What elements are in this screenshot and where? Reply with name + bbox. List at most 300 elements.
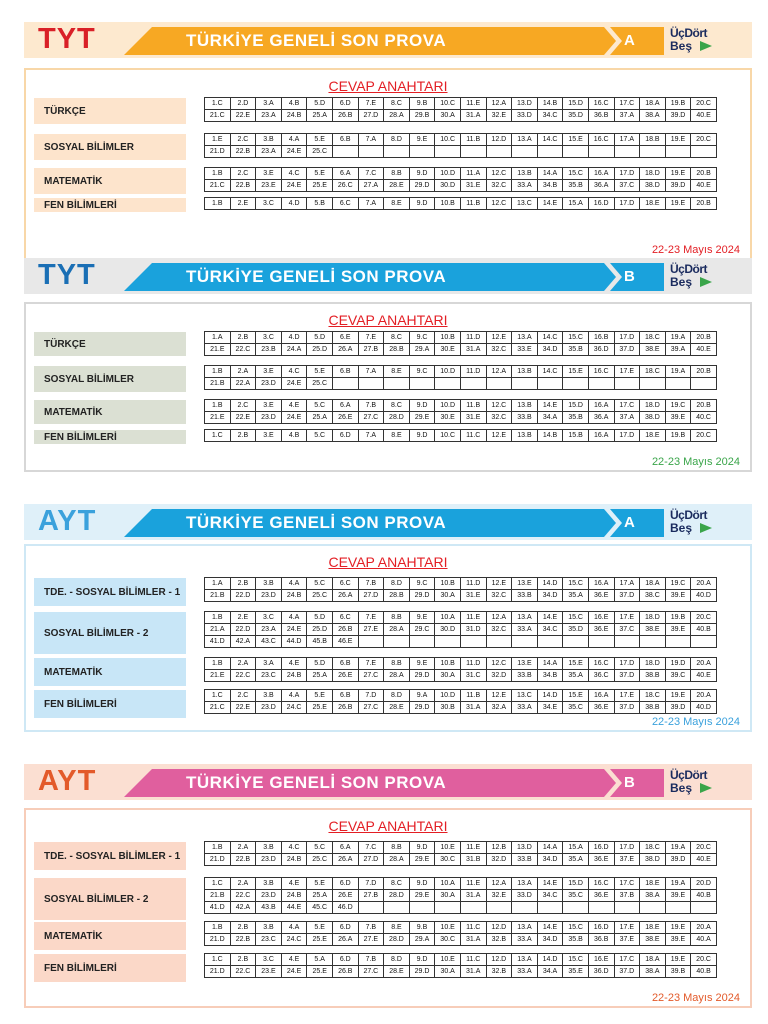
answer-cell: 2.C (230, 168, 256, 180)
answer-cell (435, 636, 461, 648)
answer-cell: 25.A (307, 670, 333, 682)
answer-cell: 35.C (563, 890, 589, 902)
answer-cell: 44.E (281, 902, 307, 914)
answer-cell: 31.C (460, 670, 486, 682)
answer-cell: 10.E (435, 954, 461, 966)
answer-cell: 32.C (486, 590, 512, 602)
answer-cell: 35.C (563, 702, 589, 714)
answer-cell: 10.C (435, 430, 461, 442)
answer-row (205, 624, 717, 636)
answer-cell: 29.E (409, 412, 435, 424)
answer-cell: 14.E (537, 878, 563, 890)
answer-cell: 30.E (435, 344, 461, 356)
answer-cell: 9.E (409, 612, 435, 624)
answer-cell: 11.C (460, 954, 486, 966)
answer-cell: 39.E (665, 412, 691, 424)
answer-cell: 23.E (256, 180, 282, 192)
answer-cell: 36.D (588, 344, 614, 356)
booklet-letter: B (624, 268, 635, 285)
answer-cell: 22.C (230, 966, 256, 978)
answer-grid (204, 429, 717, 442)
logo-triangle-icon (700, 523, 712, 533)
answer-cell: 40.B (691, 966, 717, 978)
answer-cell: 20.C (691, 430, 717, 442)
answer-cell: 24.B (281, 670, 307, 682)
answer-cell: 34.D (537, 854, 563, 866)
logo-line-1: ÜçDört (670, 26, 708, 40)
answer-cell: 45.B (307, 636, 333, 648)
answer-cell: 13.A (512, 134, 538, 146)
answer-cell: 12.C (486, 168, 512, 180)
answer-cell: 36.B (588, 934, 614, 946)
answer-cell: 27.C (358, 412, 384, 424)
answer-cell: 13.B (512, 400, 538, 412)
answer-grid (204, 657, 717, 682)
answer-cell: 18.E (640, 430, 666, 442)
booklet-tab-shape (610, 769, 664, 797)
answer-cell: 38.D (640, 180, 666, 192)
answer-cell: 6.E (332, 332, 358, 344)
answer-cell: 23.D (256, 702, 282, 714)
answer-cell: 27.C (358, 966, 384, 978)
answer-cell (358, 378, 384, 390)
answer-row (205, 934, 717, 946)
answer-cell: 18.D (640, 168, 666, 180)
answer-cell: 25.D (307, 624, 333, 636)
answer-cell: 23.A (256, 146, 282, 158)
answer-cell: 7.B (358, 400, 384, 412)
answer-cell: 8.C (384, 400, 410, 412)
answer-cell: 43.C (256, 636, 282, 648)
answer-cell: 17.A (614, 578, 640, 590)
answer-cell: 22.D (230, 624, 256, 636)
answer-cell: 27.D (358, 110, 384, 122)
answer-cell: 26.C (332, 180, 358, 192)
answer-cell: 18.C (640, 690, 666, 702)
answer-row (205, 890, 717, 902)
answer-cell: 31.A (460, 344, 486, 356)
answer-cell (460, 146, 486, 158)
answer-cell: 29.E (409, 854, 435, 866)
answer-cell: 34.B (537, 180, 563, 192)
ribbon-title: TÜRKİYE GENELİ SON PROVA (186, 267, 447, 286)
answer-cell: 5.B (307, 198, 333, 210)
answer-cell: 20.B (691, 168, 717, 180)
answer-cell: 30.C (435, 854, 461, 866)
answer-cell: 36.B (588, 110, 614, 122)
answer-cell: 26.E (332, 412, 358, 424)
answer-cell: 24.C (281, 934, 307, 946)
answer-cell: 18.E (640, 922, 666, 934)
answer-cell: 21.D (205, 854, 231, 866)
answer-cell: 1.C (205, 878, 231, 890)
answer-cell: 27.D (358, 854, 384, 866)
answer-cell: 22.D (230, 590, 256, 602)
answer-cell: 39.D (665, 180, 691, 192)
answer-cell: 23.C (256, 934, 282, 946)
answer-cell: 3.B (256, 922, 282, 934)
answer-cell: 11.E (460, 878, 486, 890)
answer-cell (409, 636, 435, 648)
answer-cell: 37.A (614, 412, 640, 424)
answer-cell: 18.A (640, 578, 666, 590)
answer-row (205, 400, 717, 412)
answer-cell: 32.C (486, 344, 512, 356)
answer-cell: 38.A (640, 110, 666, 122)
answer-cell: 9.D (409, 878, 435, 890)
answer-cell (512, 902, 538, 914)
answer-cell: 13.D (512, 842, 538, 854)
answer-cell: 19.E (665, 690, 691, 702)
answer-cell: 40.D (691, 702, 717, 714)
answer-cell: 5.D (307, 612, 333, 624)
answer-cell (614, 378, 640, 390)
answer-cell: 14.D (537, 690, 563, 702)
title-ribbon (124, 263, 664, 291)
answer-cell: 16.B (588, 332, 614, 344)
answer-cell: 5.D (307, 98, 333, 110)
answer-cell: 18.B (640, 134, 666, 146)
logo-triangle-icon (700, 277, 712, 287)
answer-cell: 23.D (256, 412, 282, 424)
answer-cell: 2.B (230, 922, 256, 934)
answer-cell: 19.B (665, 98, 691, 110)
answer-cell: 38.D (640, 412, 666, 424)
answer-cell: 15.C (563, 612, 589, 624)
answer-cell: 32.D (486, 670, 512, 682)
answer-cell: 30.D (435, 624, 461, 636)
answer-cell: 19.A (665, 366, 691, 378)
answer-cell: 2.B (230, 430, 256, 442)
answer-cell: 6.D (332, 922, 358, 934)
answer-cell (537, 902, 563, 914)
answer-cell (614, 636, 640, 648)
answer-cell: 37.E (614, 854, 640, 866)
answer-cell (486, 146, 512, 158)
answer-cell: 14.E (537, 922, 563, 934)
answer-grid (204, 921, 717, 946)
answer-cell: 15.E (563, 658, 589, 670)
answer-cell: 25.E (307, 966, 333, 978)
answer-cell (691, 378, 717, 390)
logo-triangle-icon (700, 41, 712, 51)
answer-row (205, 344, 717, 356)
exam-date: 22-23 Mayıs 2024 (651, 992, 740, 1004)
answer-cell: 8.C (384, 98, 410, 110)
answer-cell: 26.A (332, 590, 358, 602)
answer-cell: 4.D (281, 198, 307, 210)
answer-cell: 2.C (230, 400, 256, 412)
answer-cell: 35.B (563, 934, 589, 946)
answer-cell: 16.A (588, 578, 614, 590)
answer-cell: 10.C (435, 134, 461, 146)
answer-cell: 5.C (307, 578, 333, 590)
answer-cell: 39.B (665, 966, 691, 978)
answer-cell: 9.C (409, 332, 435, 344)
answer-cell: 4.A (281, 134, 307, 146)
answer-cell: 20.B (691, 198, 717, 210)
answer-cell: 12.D (486, 134, 512, 146)
answer-cell: 20.B (691, 400, 717, 412)
answer-cell: 39.C (665, 670, 691, 682)
answer-cell: 28.A (384, 110, 410, 122)
answer-cell: 24.A (281, 344, 307, 356)
answer-cell: 25.E (307, 180, 333, 192)
answer-cell: 8.D (384, 578, 410, 590)
answer-cell: 9.C (409, 578, 435, 590)
answer-cell: 22.B (230, 854, 256, 866)
answer-cell: 18.A (640, 98, 666, 110)
answer-cell: 6.A (332, 842, 358, 854)
answer-cell: 19.E (665, 168, 691, 180)
answer-cell: 19.E (665, 134, 691, 146)
answer-panel (24, 68, 752, 260)
answer-cell: 1.C (205, 954, 231, 966)
answer-cell: 26.E (332, 890, 358, 902)
answer-grid (204, 331, 717, 356)
answer-cell: 30.A (435, 590, 461, 602)
answer-cell (665, 146, 691, 158)
answer-cell: 28.D (384, 934, 410, 946)
answer-cell: 23.D (256, 590, 282, 602)
answer-cell (512, 378, 538, 390)
answer-cell (409, 378, 435, 390)
answer-cell: 11.D (460, 578, 486, 590)
answer-cell: 12.A (486, 878, 512, 890)
answer-cell: 17.D (614, 430, 640, 442)
answer-cell: 6.C (332, 198, 358, 210)
answer-cell: 36.D (588, 966, 614, 978)
logo-line-1: ÜçDört (670, 768, 708, 782)
answer-cell: 6.B (332, 134, 358, 146)
answer-cell: 28.B (384, 590, 410, 602)
answer-cell: 25.E (307, 934, 333, 946)
answer-cell: 34.C (537, 890, 563, 902)
answer-cell: 23.C (256, 670, 282, 682)
answer-cell: 28.E (384, 702, 410, 714)
answer-cell: 38.C (640, 590, 666, 602)
booklet-letter: A (624, 32, 635, 49)
answer-cell (537, 378, 563, 390)
answer-cell (384, 902, 410, 914)
answer-panel (24, 302, 752, 472)
answer-row (205, 168, 717, 180)
answer-grid (204, 167, 717, 192)
answer-cell (384, 378, 410, 390)
answer-cell: 5.C (307, 842, 333, 854)
answer-cell: 1.B (205, 366, 231, 378)
answer-cell: 13.D (512, 98, 538, 110)
answer-cell: 13.A (512, 612, 538, 624)
answer-cell: 19.D (665, 658, 691, 670)
answer-cell: 45.C (307, 902, 333, 914)
answer-cell (588, 378, 614, 390)
answer-cell: 22.C (230, 670, 256, 682)
answer-cell (691, 146, 717, 158)
answer-cell (332, 146, 358, 158)
answer-grid (204, 611, 717, 648)
answer-cell: 11.D (460, 332, 486, 344)
answer-cell: 37.D (614, 702, 640, 714)
answer-cell: 6.A (332, 400, 358, 412)
answer-cell: 19.B (665, 612, 691, 624)
answer-cell: 5.D (307, 658, 333, 670)
ucdortbes-logo (670, 768, 742, 798)
answer-cell: 2.E (230, 198, 256, 210)
answer-cell: 36.E (588, 854, 614, 866)
answer-cell: 10.A (435, 612, 461, 624)
subject-label: SOSYAL BİLİMLER - 2 (34, 878, 186, 920)
answer-cell: 23.B (256, 344, 282, 356)
answer-cell: 35.B (563, 180, 589, 192)
answer-cell: 33.B (512, 670, 538, 682)
answer-cell: 18.E (640, 878, 666, 890)
answer-cell: 40.E (691, 854, 717, 866)
answer-cell: 31.B (460, 854, 486, 866)
answer-cell: 10.A (435, 878, 461, 890)
answer-cell: 4.C (281, 366, 307, 378)
answer-cell: 5.D (307, 332, 333, 344)
answer-cell: 2.D (230, 98, 256, 110)
answer-cell: 14.A (537, 168, 563, 180)
answer-cell: 20.D (691, 878, 717, 890)
header-bar (24, 764, 752, 800)
answer-cell: 8.E (384, 430, 410, 442)
answer-cell: 30.A (435, 966, 461, 978)
answer-cell: 33.A (512, 180, 538, 192)
answer-cell: 34.D (537, 590, 563, 602)
answer-cell: 18.C (640, 366, 666, 378)
answer-row (205, 612, 717, 624)
answer-cell: 25.A (307, 110, 333, 122)
answer-row (205, 430, 717, 442)
answer-cell (409, 146, 435, 158)
answer-cell: 29.B (409, 110, 435, 122)
answer-cell: 26.A (332, 934, 358, 946)
answer-cell: 10.D (435, 690, 461, 702)
answer-cell: 39.D (665, 702, 691, 714)
answer-cell: 22.E (230, 702, 256, 714)
answer-cell: 40.E (691, 344, 717, 356)
answer-cell: 4.E (281, 400, 307, 412)
answer-row (205, 378, 717, 390)
answer-cell: 1.A (205, 578, 231, 590)
answer-cell: 5.A (307, 954, 333, 966)
logo-line-2: Beş (670, 781, 693, 795)
answer-cell: 8.C (384, 332, 410, 344)
answer-cell: 40.E (691, 110, 717, 122)
booklet-tab-shape (610, 27, 664, 55)
answer-cell: 3.E (256, 366, 282, 378)
answer-cell: 33.D (512, 890, 538, 902)
ribbon-title: TÜRKİYE GENELİ SON PROVA (186, 513, 447, 532)
answer-cell: 25.E (307, 702, 333, 714)
answer-cell: 21.E (205, 412, 231, 424)
answer-cell: 11.B (460, 198, 486, 210)
answer-cell: 32.C (486, 412, 512, 424)
answer-cell (460, 902, 486, 914)
answer-cell: 20.C (691, 612, 717, 624)
answer-cell: 16.C (588, 658, 614, 670)
answer-cell (358, 902, 384, 914)
subject-label: TDE. - SOSYAL BİLİMLER - 1 (34, 578, 186, 606)
answer-cell: 23.D (256, 378, 282, 390)
answer-cell: 46.E (332, 636, 358, 648)
answer-cell (358, 636, 384, 648)
answer-cell: 7.C (358, 842, 384, 854)
answer-cell: 19.E (665, 954, 691, 966)
answer-cell: 25.C (307, 854, 333, 866)
answer-cell: 25.C (307, 590, 333, 602)
answer-row (205, 902, 717, 914)
answer-cell: 36.C (588, 670, 614, 682)
answer-cell: 6.C (332, 578, 358, 590)
answer-row (205, 954, 717, 966)
answer-cell: 4.B (281, 430, 307, 442)
answer-cell: 20.A (691, 578, 717, 590)
answer-cell: 1.A (205, 332, 231, 344)
answer-cell: 8.C (384, 878, 410, 890)
answer-cell: 26.B (332, 110, 358, 122)
answer-row (205, 690, 717, 702)
answer-cell: 6.D (332, 430, 358, 442)
answer-cell: 10.D (435, 400, 461, 412)
answer-panel (24, 808, 752, 1008)
answer-cell: 31.E (460, 590, 486, 602)
answer-cell: 38.E (640, 344, 666, 356)
answer-cell (435, 902, 461, 914)
answer-cell: 31.E (460, 180, 486, 192)
answer-cell: 26.A (332, 854, 358, 866)
answer-cell: 23.D (256, 890, 282, 902)
answer-cell: 24.B (281, 110, 307, 122)
answer-cell: 27.E (358, 624, 384, 636)
answer-cell: 30.E (435, 412, 461, 424)
answer-cell: 11.A (460, 168, 486, 180)
answer-cell (640, 902, 666, 914)
answer-cell: 4.A (281, 690, 307, 702)
answer-cell: 12.C (486, 400, 512, 412)
answer-cell (563, 146, 589, 158)
answer-cell: 25.A (307, 890, 333, 902)
answer-cell: 2.A (230, 842, 256, 854)
answer-key-title: CEVAP ANAHTARI (328, 554, 448, 570)
answer-cell: 10.B (435, 578, 461, 590)
exam-title: AYT (38, 765, 97, 797)
answer-cell: 36.A (588, 180, 614, 192)
answer-cell: 15.C (563, 578, 589, 590)
answer-cell: 30.D (435, 180, 461, 192)
answer-cell: 17.C (614, 400, 640, 412)
answer-cell: 16.C (588, 98, 614, 110)
answer-cell: 11.E (460, 98, 486, 110)
answer-cell: 7.B (358, 922, 384, 934)
answer-cell: 14.E (537, 400, 563, 412)
answer-cell: 25.A (307, 412, 333, 424)
answer-key-title: CEVAP ANAHTARI (328, 78, 448, 94)
answer-cell: 13.A (512, 878, 538, 890)
answer-row (205, 636, 717, 648)
answer-cell: 7.E (358, 332, 384, 344)
subject-label: FEN BİLİMLERİ (34, 690, 186, 718)
answer-cell: 28.E (384, 966, 410, 978)
answer-cell: 24.E (281, 624, 307, 636)
exam-date: 22-23 Mayıs 2024 (651, 244, 740, 256)
answer-cell: 9.D (409, 168, 435, 180)
answer-cell: 34.E (537, 702, 563, 714)
answer-cell: 1.B (205, 842, 231, 854)
answer-cell: 34.D (537, 934, 563, 946)
